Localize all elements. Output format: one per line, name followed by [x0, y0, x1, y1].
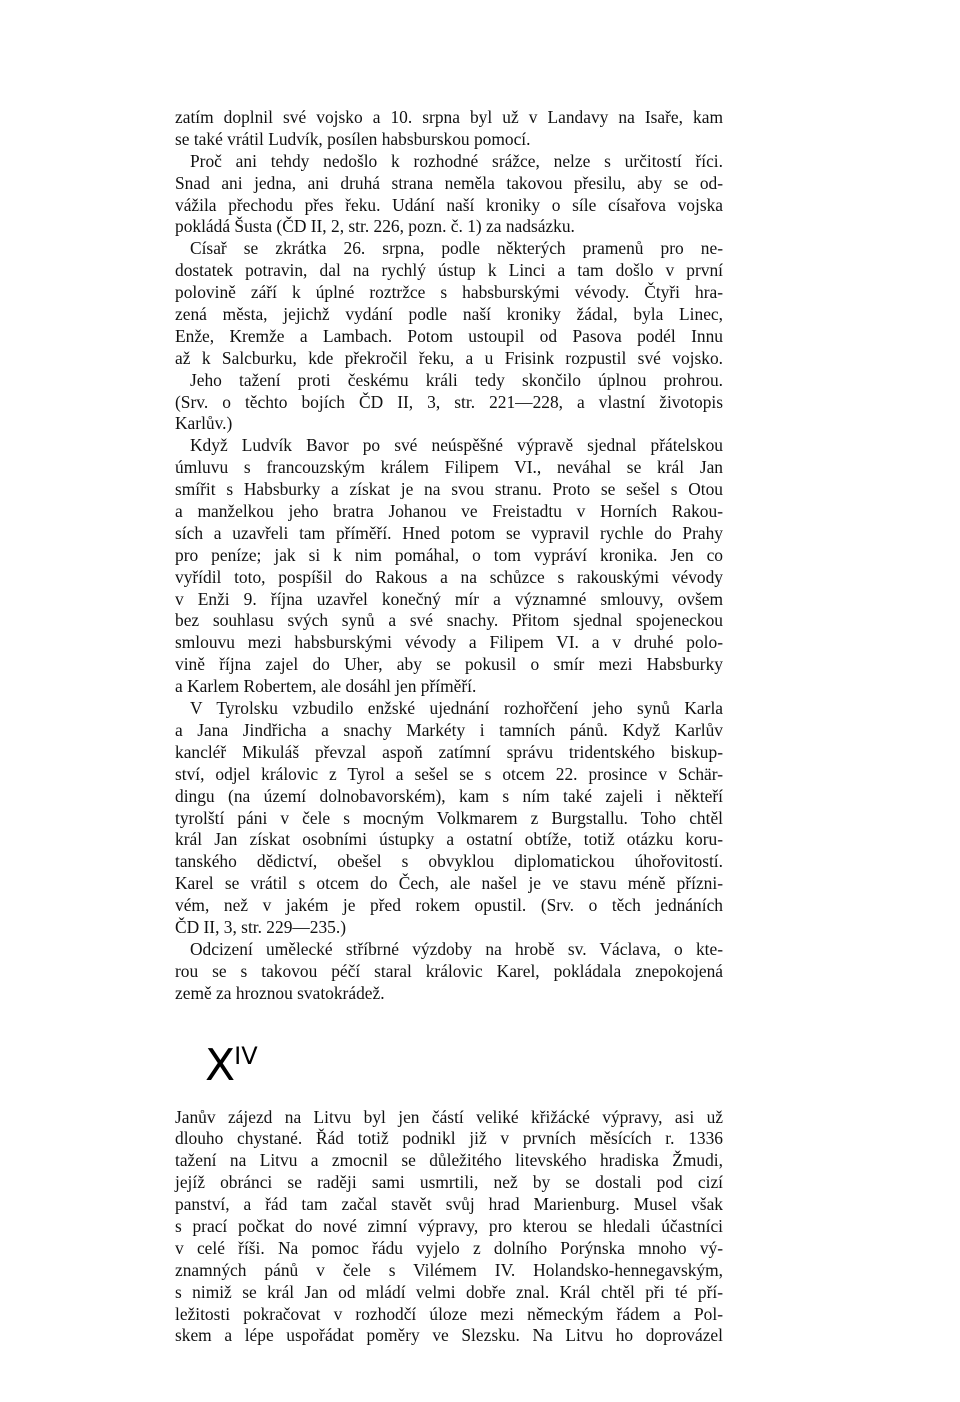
text-line: Císař se zkrátka 26. srpna, podle některých pramenů pro ne-: [190, 238, 723, 259]
text-line: a manželkou jeho bratra Johanou ve Freistadtu v Horních Rakou-: [175, 501, 723, 522]
text-line: smířit s Habsburky a získat je na svou stranu. Proto se sešel s Otou: [175, 479, 723, 500]
text-line: Snad ani jedna, ani druhá strana neměla takovou přesilu, aby se od-: [175, 172, 723, 193]
chapter-heading: [175, 1017, 723, 1095]
text-line: Odcizení umělecké stříbrné výzdoby na hrobě sv. Václava, o kte-: [190, 938, 723, 959]
text-line: V Tyrolsku vzbudilo enžské ujednání rozhořčení jeho synů Karla: [190, 698, 723, 719]
text-line: a Karlem Robertem, ale dosáhl jen příměří.: [175, 676, 477, 697]
text-line: Když Ludvík Bavor po své neúspěšné výpravě sjednal přátelskou: [190, 435, 723, 456]
chapter-heading-superscript: IV: [234, 1041, 258, 1070]
text-line: vém, než v jakém je před rokem opustil. (Srv. o těch jednáních: [175, 895, 723, 916]
text-before-chapter: [175, 107, 723, 1005]
text-line: zená města, jejichž vydání podle naší kroniky žádal, byla Linec,: [175, 304, 723, 325]
text-line: v celé říši. Na pomoc řádu vyjelo z dolního Porýnska mnoho vý-: [175, 1237, 723, 1258]
text-line: se také vrátil Ludvík, posílen habsburskou pomocí.: [175, 128, 531, 149]
text-line: znamných pánů v čele s Vilémem IV. Holandsko-hennegavským,: [175, 1259, 723, 1280]
text-line: až k Salcburku, kde překročil řeku, a u Frisink rozpustil své vojsko.: [175, 347, 723, 368]
text-line: v Enži 9. října uzavřel konečný mír a významné smlouvy, ovšem: [175, 588, 723, 609]
text-line: Karlův.): [175, 413, 233, 434]
text-line: ství, odjel královic z Tyrol a sešel se s otcem 22. prosince v Schär-: [175, 763, 723, 784]
text-line: skem a lépe uspořádat poměry ve Slezsku. Na Litvu ho doprovázel: [175, 1325, 723, 1346]
text-line: (Srv. o těchto bojích ČD II, 3, str. 221—228, a vlastní životopis: [175, 391, 723, 412]
text-line: ČD II, 3, str. 229—235.): [175, 916, 347, 937]
text-after-chapter: [175, 1107, 723, 1348]
text-line: Karel se vrátil s otcem do Čech, ale našel je ve stavu méně přízni-: [175, 873, 723, 894]
text-line: bez souhlasu svých synů a své snachy. Přitom sjednal spojeneckou: [175, 610, 723, 631]
text-line: dlouho chystané. Řád totiž podnikl již v prvních měsících r. 1336: [175, 1128, 723, 1149]
text-line: smlouvu mezi habsburskými vévody a Filipem VI. a v druhé polo-: [175, 632, 723, 653]
text-line: pokládá Šusta (ČD II, 2, str. 226, pozn. č. 1) za nadsázku.: [175, 216, 575, 237]
text-line: zatím doplnil své vojsko a 10. srpna byl už v Landavy na Isaře, kam: [175, 107, 723, 127]
text-line: tyrolští páni v čele s mocným Volkmarem z Burgstallu. Toho chtěl: [175, 807, 723, 828]
text-line: a Jana Jindřicha a snachy Markéty i tamních pánů. Když Karlův: [175, 719, 723, 740]
text-line: sích a uzavřeli tam příměří. Hned potom se vypravil rychle do Prahy: [175, 522, 723, 543]
text-line: vážila přechodu přes řeku. Udání naší kroniky o síle císařova vojska: [175, 194, 723, 215]
text-line: pro peníze; jak si k nim pomáhal, o tom vypráví kronika. Jen co: [175, 544, 723, 565]
text-line: ležitosti pokračovat v rozhodčí úloze mezi německým řádem a Pol-: [175, 1303, 723, 1324]
chapter-heading-main: X: [205, 1039, 235, 1091]
text-line: vině října zajel do Uher, aby se pokusil o smír mezi Habsburky: [175, 654, 723, 675]
text-line: rou se s takovou péčí staral královic Karel, pokládala znepokojená: [175, 960, 723, 981]
text-line: tažení na Litvu a zmocnil se důležitého litevského hradiska Žmudi,: [175, 1150, 723, 1171]
text-line: kancléř Mikuláš převzal aspoň zatímní správu tridentského biskup-: [175, 741, 723, 762]
text-line: tanského dědictví, obešel s obvyklou diplomatickou úhořovitostí.: [175, 851, 723, 872]
text-line: jejíž obránci se raději sami usmrtili, než by se dostali pod cizí: [175, 1172, 723, 1193]
text-line: Jeho tažení proti českému králi tedy skončilo úplnou prohrou.: [190, 369, 723, 390]
text-line: vyřídil toto, pospíšil do Rakous a na schůzce s rakouskými vévody: [175, 566, 723, 587]
text-line: panství, a řád tam začal stavět svůj hrad Marienburg. Musel však: [175, 1194, 723, 1215]
text-line: dingu (na území dolnobavorském), kam s ním také zajeli i někteří: [175, 785, 723, 806]
text-line: s prací počkat do nové zimní výpravy, pro kterou se hledali účastníci: [175, 1215, 723, 1236]
book-page: [175, 107, 723, 1347]
text-line: s nimiž se král Jan od mládí velmi dobře znal. Král chtěl při té pří-: [175, 1281, 723, 1302]
text-line: Janův zájezd na Litvu byl jen částí veliké křižácké výpravy, asi už: [175, 1106, 723, 1127]
text-line: dostatek potravin, dal na rychlý ústup k Linci a tam došlo v první: [175, 260, 723, 281]
text-line: úmluvu s francouzským králem Filipem VI., neváhal se král Jan: [175, 457, 723, 478]
text-line: Enže, Kremže a Lambach. Potom ustoupil od Pasova podél Innu: [175, 325, 723, 346]
text-line: země za hroznou svatokrádež.: [175, 982, 385, 1003]
text-line: Proč ani tehdy nedošlo k rozhodné srážce, nelze s určitostí říci.: [190, 150, 723, 171]
text-line: polovině září k úplné roztržce s habsburskými vévody. Čtyři hra-: [175, 282, 723, 303]
text-line: král Jan získat osobními ústupky a ostatní obtíže, totiž otázku koru-: [175, 829, 723, 850]
